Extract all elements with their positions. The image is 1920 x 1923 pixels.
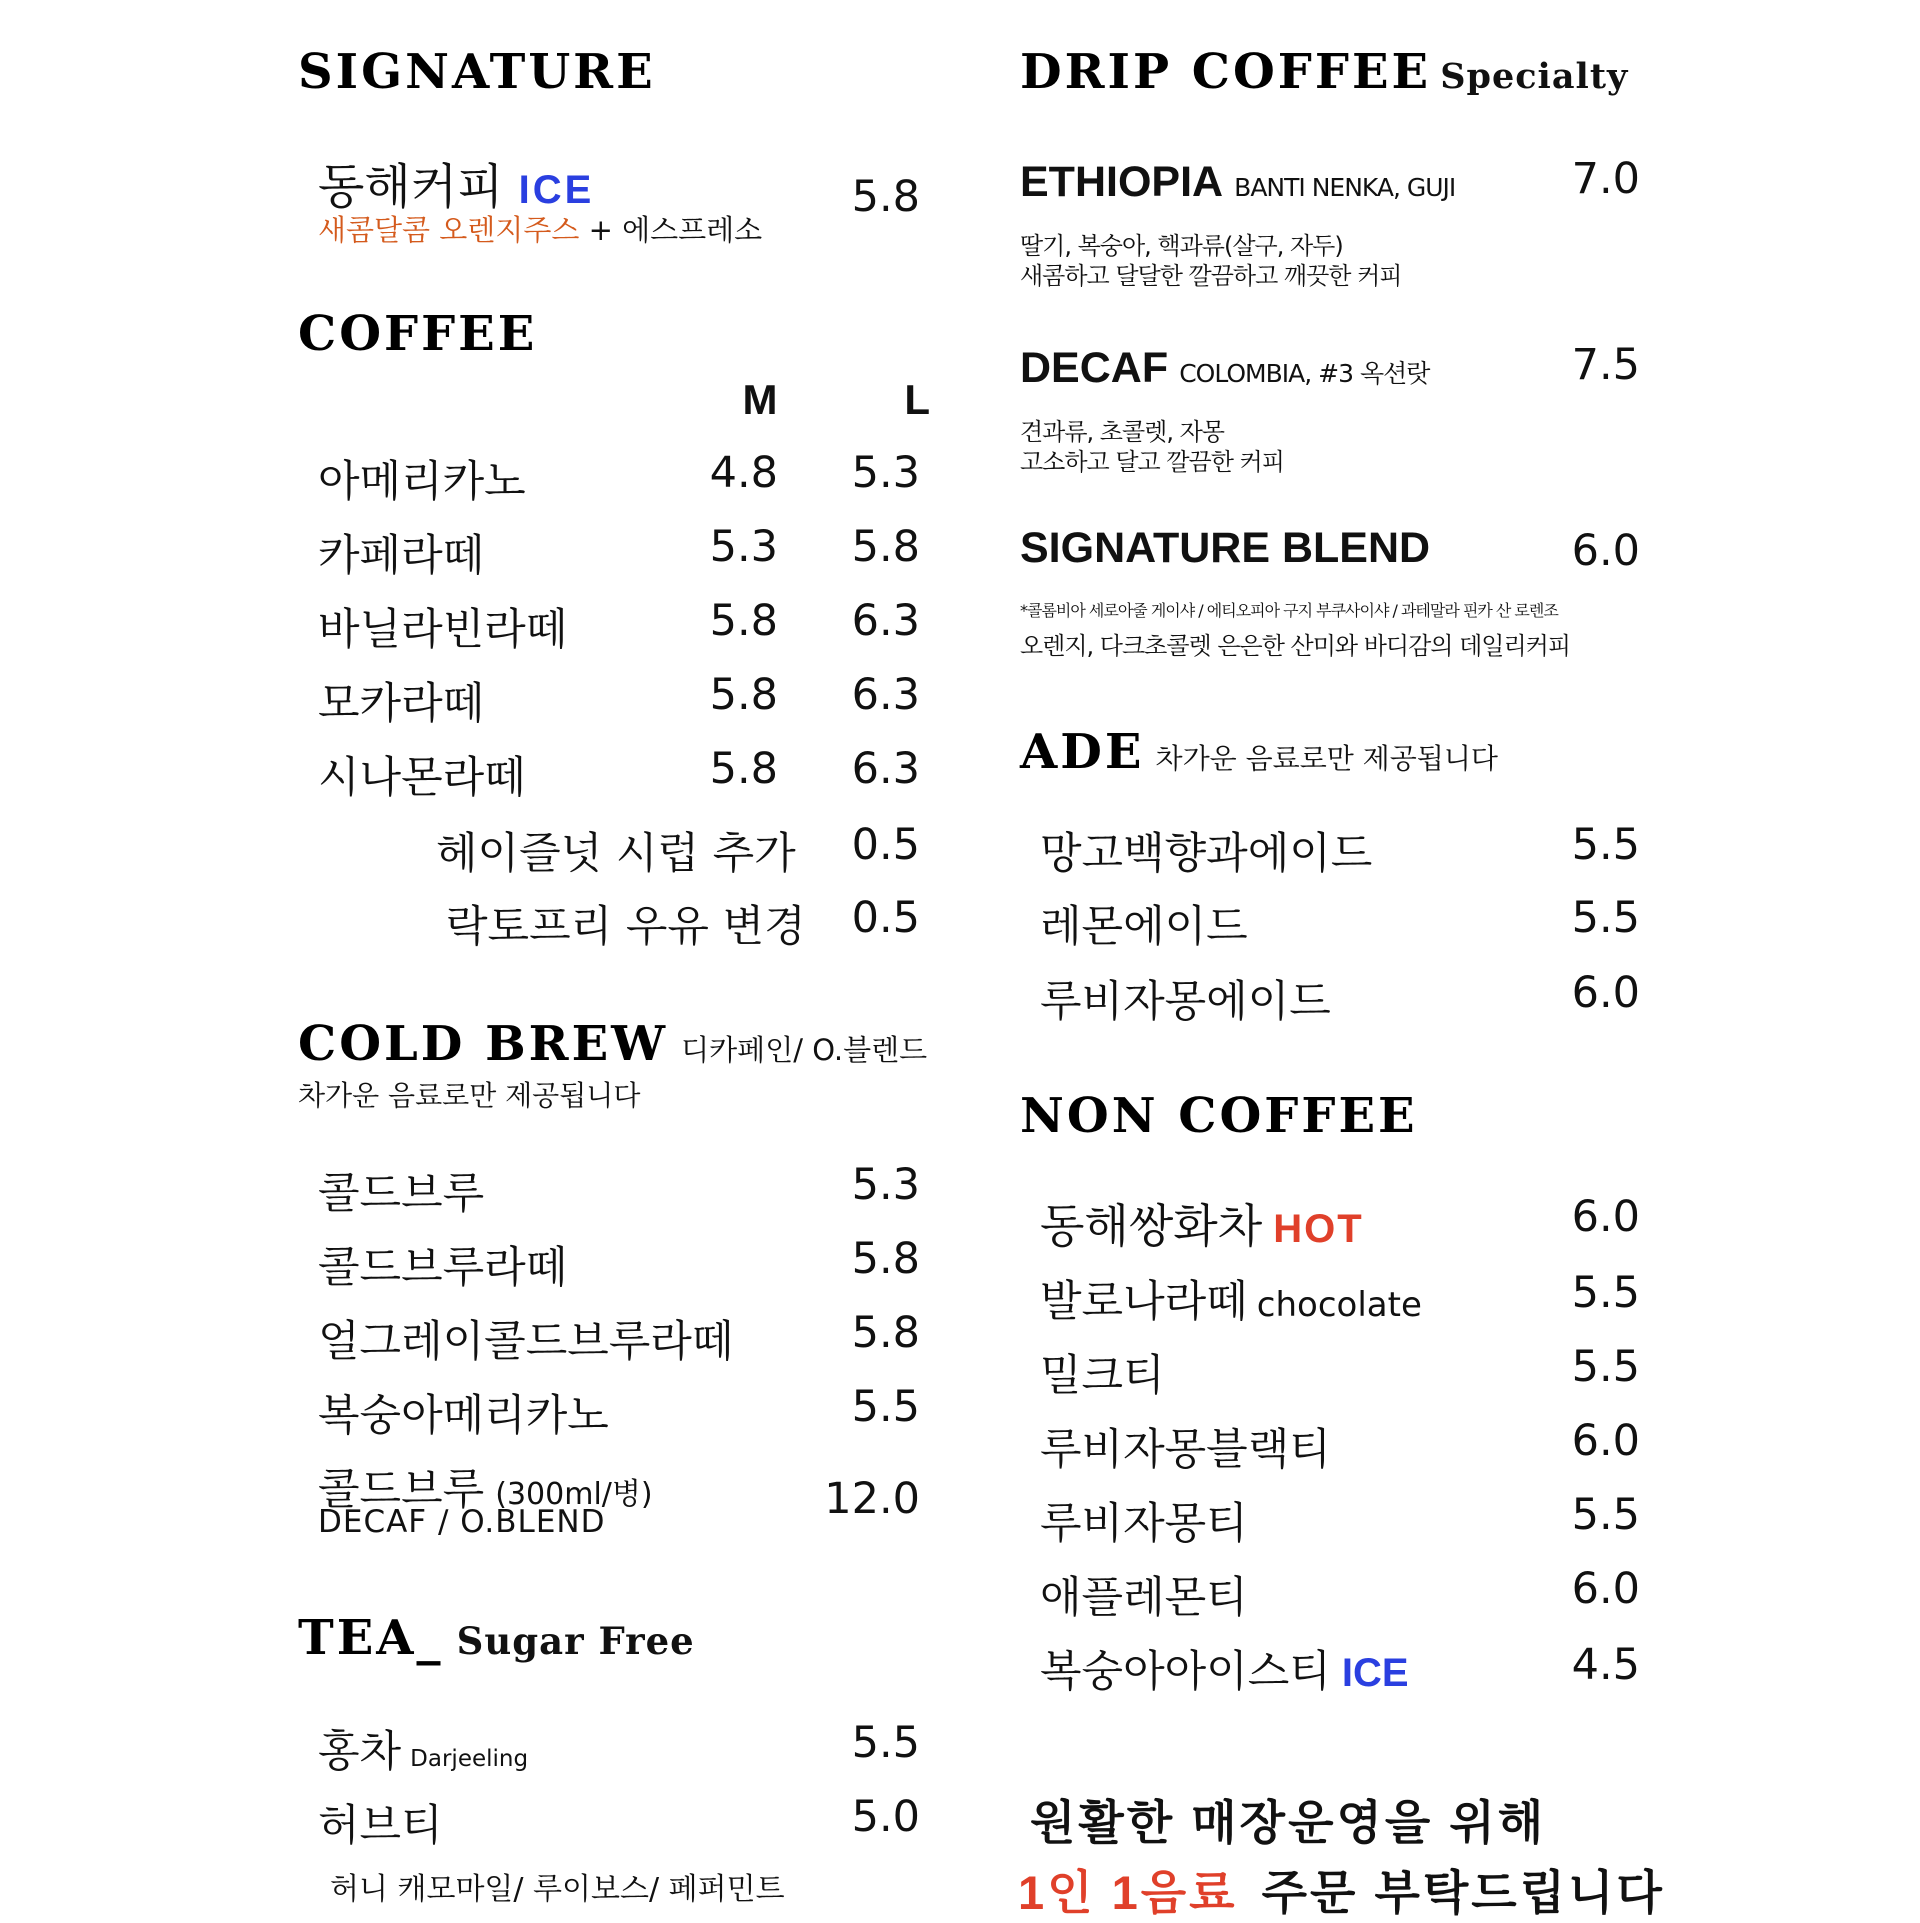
coffee-item-price-m: 4.8	[709, 448, 778, 498]
non-coffee-item	[1040, 1190, 1364, 1256]
coffee-item-price-l: 6.3	[851, 744, 920, 794]
cold-brew-note: 차가운 음료로만 제공됩니다	[298, 1079, 641, 1112]
non-coffee-item	[1040, 1638, 1409, 1699]
tea-note: 허니 캐모마일/ 루이보스/ 페퍼민트	[330, 1872, 785, 1907]
cold-brew-item-name: 얼그레이콜드브루라떼	[318, 1317, 734, 1367]
coffee-extra-price: 0.5	[851, 820, 920, 870]
signature-item-price: 5.8	[851, 172, 920, 222]
non-coffee-item-price: 5.5	[1571, 1268, 1640, 1318]
tea-item-price: 5.0	[851, 1792, 920, 1842]
non-coffee-header: NON COFFEE	[1020, 1088, 1418, 1144]
signature-item-desc	[318, 208, 762, 249]
cold-brew-item-price: 5.5	[851, 1382, 920, 1432]
coffee-item-price-l: 6.3	[851, 596, 920, 646]
non-coffee-item-name: 발로나라떼	[1040, 1277, 1248, 1327]
drip-item-origin: BANTI NENKA, GUJI	[1234, 173, 1456, 202]
drip-item-name: SIGNATURE BLEND	[1020, 524, 1431, 572]
notice-rest: 주문 부탁드립니다	[1261, 1866, 1665, 1919]
coffee-item-name: 아메리카노	[318, 457, 526, 507]
ade-item-price: 5.5	[1571, 893, 1640, 943]
drip-item-note: 새콤하고 달달한 깔끔하고 깨끗한 커피	[1020, 262, 1402, 290]
drip-item-price: 7.0	[1571, 154, 1640, 204]
tea-header: TEA_	[298, 1610, 444, 1666]
ade-item-name: 루비자몽에이드	[1040, 977, 1331, 1027]
signature-item-name: 동해커피	[318, 159, 504, 215]
notice-line1: 원활한 매장운영을 위해	[1030, 1796, 1547, 1849]
signature-desc-rest: + 에스프레소	[588, 213, 763, 247]
cold-brew-bottle-price: 12.0	[824, 1474, 920, 1524]
coffee-item-price-l: 6.3	[851, 670, 920, 720]
ice-badge: ICE	[518, 168, 595, 212]
tea-item-name: 홍차	[318, 1727, 402, 1777]
cold-brew-item-name: 콜드브루라떼	[318, 1243, 568, 1293]
drip-item-price: 6.0	[1571, 526, 1640, 576]
non-coffee-item-name: 루비자몽티	[1040, 1499, 1248, 1549]
notice-line2	[1018, 1856, 1665, 1923]
signature-header: SIGNATURE	[298, 44, 656, 100]
coffee-item-price-m: 5.8	[709, 596, 778, 646]
non-coffee-item-price: 5.5	[1571, 1490, 1640, 1540]
ice-badge: ICE	[1341, 1651, 1409, 1695]
tea-header-row	[298, 1610, 695, 1666]
signature-item	[318, 148, 594, 217]
drip-item-origin: COLOMBIA, #3 옥션랏	[1179, 359, 1430, 388]
cold-brew-item-name: 콜드브루	[318, 1169, 485, 1219]
non-coffee-item-price: 4.5	[1571, 1640, 1640, 1690]
cold-brew-bottle-volume: (300ml/병)	[495, 1477, 653, 1512]
cold-brew-header-sub: 디카페인/ O.블렌드	[681, 1033, 928, 1067]
non-coffee-item-name: 동해쌍화차	[1040, 1199, 1263, 1253]
ade-item-price: 6.0	[1571, 968, 1640, 1018]
drip-item-price: 7.5	[1571, 340, 1640, 390]
non-coffee-item-name: 애플레몬티	[1040, 1573, 1248, 1623]
non-coffee-item-price: 6.0	[1571, 1192, 1640, 1242]
ade-item-name: 망고백향과에이드	[1040, 829, 1373, 879]
drip-header-sub: Specialty	[1440, 56, 1629, 97]
cold-brew-bottle-options: DECAF / O.BLEND	[318, 1504, 606, 1540]
drip-header: DRIP COFFEE	[1020, 44, 1432, 100]
coffee-item-price-l: 5.8	[851, 522, 920, 572]
drip-header-row	[1020, 44, 1628, 100]
coffee-extra-name: 헤이즐넛 시럽 추가	[436, 829, 796, 879]
non-coffee-item-name: 복숭아아이스티	[1040, 1647, 1331, 1697]
non-coffee-item-price: 5.5	[1571, 1342, 1640, 1392]
tea-item-sub: Darjeeling	[410, 1746, 529, 1772]
coffee-item-name: 바닐라빈라떼	[318, 605, 568, 655]
coffee-extra-name: 락토프리 우유 변경	[446, 902, 806, 952]
coffee-item-price-l: 5.3	[851, 448, 920, 498]
ade-header-sub: 차가운 음료로만 제공됩니다	[1155, 742, 1498, 775]
ade-header-row	[1020, 724, 1498, 780]
coffee-item-price-m: 5.8	[709, 670, 778, 720]
tea-header-sub: Sugar Free	[456, 1619, 695, 1663]
cold-brew-bottle-name: 콜드브루	[318, 1465, 485, 1515]
non-coffee-item-price: 6.0	[1571, 1416, 1640, 1466]
drip-item	[1020, 158, 1455, 207]
non-coffee-item-name: 밀크티	[1040, 1351, 1165, 1401]
ade-header: ADE	[1020, 724, 1145, 780]
coffee-item-name: 모카라떼	[318, 679, 485, 729]
signature-desc-highlight: 새콤달콤 오렌지주스	[318, 213, 580, 247]
drip-item-note: 고소하고 달고 깔끔한 커피	[1020, 448, 1284, 476]
notice-highlight: 1인 1음료	[1018, 1866, 1238, 1919]
coffee-item-name: 카페라떼	[318, 531, 485, 581]
cold-brew-item-price: 5.8	[851, 1234, 920, 1284]
coffee-extra-price: 0.5	[851, 893, 920, 943]
tea-item	[318, 1718, 528, 1779]
tea-item-name: 허브티	[318, 1801, 443, 1851]
drip-item-name: ETHIOPIA	[1020, 158, 1224, 206]
coffee-item-name: 시나몬라떼	[318, 753, 526, 803]
cold-brew-item-price: 5.8	[851, 1308, 920, 1358]
drip-item-note: 딸기, 복숭아, 핵과류(살구, 자두)	[1020, 232, 1343, 260]
cold-brew-header: COLD BREW	[298, 1016, 669, 1072]
hot-badge: HOT	[1273, 1207, 1364, 1251]
cold-brew-item-name: 복숭아메리카노	[318, 1391, 609, 1441]
non-coffee-item-price: 6.0	[1571, 1564, 1640, 1614]
drip-item-note: 오렌지, 다크초콜렛 은은한 산미와 바디감의 데일리커피	[1020, 632, 1571, 660]
non-coffee-item-tag: chocolate	[1256, 1285, 1422, 1325]
non-coffee-item	[1040, 1268, 1422, 1329]
non-coffee-item-name: 루비자몽블랙티	[1040, 1425, 1331, 1475]
cold-brew-item-price: 5.3	[851, 1160, 920, 1210]
drip-item-name: DECAF	[1020, 344, 1169, 392]
drip-item-note: *콜롬비아 세로아줄 게이샤 / 에티오피아 구지 부쿠사이샤 / 과테말라 핀카 산 로렌조	[1020, 601, 1558, 620]
ade-item-name: 레몬에이드	[1040, 902, 1248, 952]
coffee-header: COFFEE	[298, 306, 538, 362]
drip-item-note: 견과류, 초콜렛, 자몽	[1020, 418, 1224, 446]
drip-item	[1020, 344, 1429, 393]
cold-brew-header-row	[298, 1016, 927, 1072]
ade-item-price: 5.5	[1571, 820, 1640, 870]
coffee-item-price-m: 5.8	[709, 744, 778, 794]
size-m-label: M	[742, 376, 778, 423]
tea-item-price: 5.5	[851, 1718, 920, 1768]
coffee-item-price-m: 5.3	[709, 522, 778, 572]
size-l-label: L	[904, 376, 930, 423]
